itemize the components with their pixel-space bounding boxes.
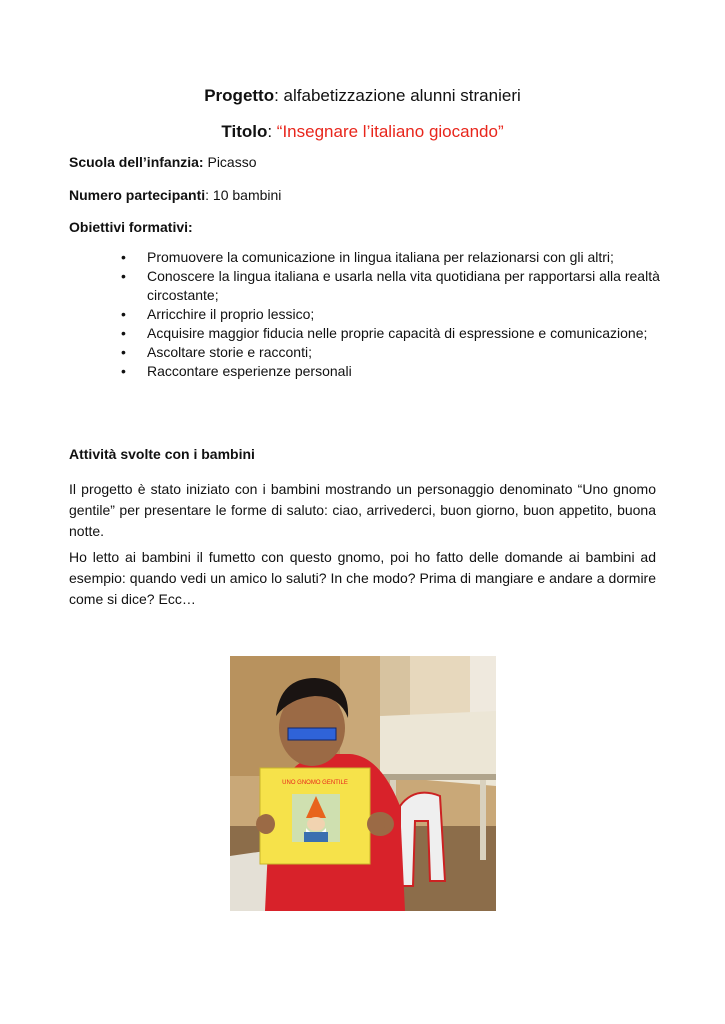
project-label: Progetto: [204, 86, 275, 105]
school-label: Scuola dell’infanzia:: [69, 154, 204, 170]
objective-text: Ascoltare storie e racconti;: [147, 344, 312, 360]
project-value: : alfabetizzazione alunni stranieri: [274, 86, 521, 105]
title-value: “Insegnare l’italiano giocando”: [276, 122, 504, 141]
list-item: [121, 343, 661, 362]
participants-label: Numero partecipanti: [69, 187, 206, 203]
bullet-icon: •: [121, 363, 126, 379]
title-label: Titolo: [221, 122, 268, 141]
bullet-icon: •: [121, 306, 126, 322]
child-with-book-image: [230, 656, 496, 911]
classroom-photo: [230, 656, 496, 911]
participants-value: : 10 bambini: [205, 187, 282, 203]
activities-paragraph-1: Il progetto è stato iniziato con i bambini mostrando un personaggio denominato “Uno gnomo gentile” per presentare le forme di saluto: ciao, arrivederci, buon giorno, buon appetito, buona notte.: [69, 481, 656, 539]
objective-text: Promuovere la comunicazione in lingua italiana per relazionarsi con gli altri;: [147, 249, 614, 265]
objectives-list: [121, 248, 661, 381]
objectives-label: Obiettivi formativi:: [69, 219, 193, 235]
participants-field: [69, 187, 281, 203]
bullet-icon: •: [121, 344, 126, 360]
objectives-heading: [69, 219, 193, 235]
objective-text: Arricchire il proprio lessico;: [147, 306, 315, 322]
bullet-icon: •: [121, 325, 126, 341]
title-line: [0, 122, 725, 142]
school-value: Picasso: [203, 154, 257, 170]
project-line: [0, 86, 725, 106]
bullet-icon: •: [121, 268, 126, 284]
book-title-text: UNO GNOMO GENTILE: [282, 780, 348, 786]
list-item: [121, 267, 661, 305]
list-item: [121, 324, 661, 343]
list-item: [121, 362, 661, 381]
school-field: [69, 154, 257, 170]
objective-text: Conoscere la lingua italiana e usarla nella vita quotidiana per rapportarsi alla realtà circostante;: [147, 268, 660, 303]
title-separator: :: [267, 122, 277, 141]
objective-text: Acquisire maggior fiducia nelle proprie capacità di espressione e comunicazione;: [147, 325, 648, 341]
list-item: [121, 248, 661, 267]
activities-heading: Attività svolte con i bambini: [69, 446, 255, 462]
list-item: [121, 305, 661, 324]
bullet-icon: •: [121, 249, 126, 265]
activities-paragraph-2: Ho letto ai bambini il fumetto con questo gnomo, poi ho fatto delle domande ai bambini ad esempio: quando vedi un amico lo saluti? In che modo? Prima di mangiare e andare a dormire come si dice? Ecc…: [69, 549, 656, 607]
objective-text: Raccontare esperienze personali: [147, 363, 352, 379]
